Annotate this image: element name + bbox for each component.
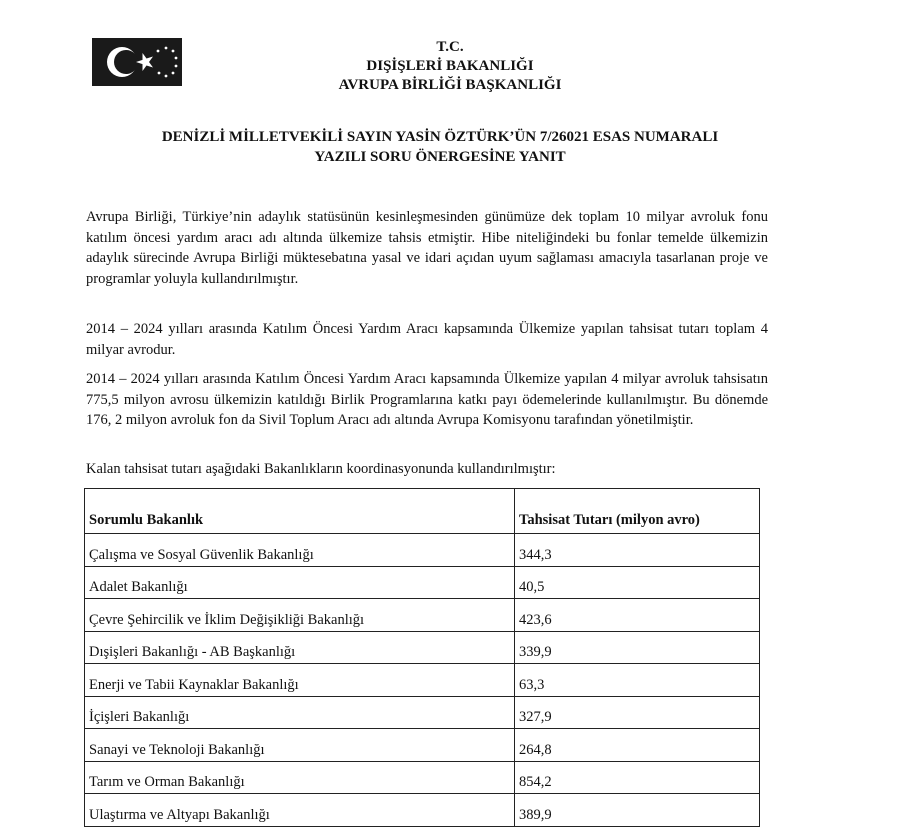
amount-cell: 423,6 [515, 599, 760, 632]
paragraph-2: 2014 – 2024 yılları arasında Katılım Öncesi Yardım Aracı kapsamında Ülkemize yapılan tahsisat tutarı toplam 4 milyar avrodur. [86, 321, 768, 358]
paragraph-3: 2014 – 2024 yılları arasında Katılım Öncesi Yardım Aracı kapsamında Ülkemize yapılan 4 milyar avroluk tahsisatın 775,5 milyon avrosu ülkemizin katıldığı Birlik Programlarına katkı payı ödemelerinde kullanılmıştır. Bu dönemde 176, 2 milyon avroluk fon da Sivil Toplum Aracı adı altında Avrupa Komisyonu tarafından yönetilmiştir. [86, 371, 768, 428]
amount-cell: 389,9 [515, 794, 760, 827]
heading-directorate: AVRUPA BİRLİĞİ BAŞKANLIĞI [338, 77, 562, 93]
table-row [85, 664, 760, 697]
table-row [85, 729, 760, 762]
amount-cell: 327,9 [515, 696, 760, 729]
letterhead [0, 0, 913, 110]
subject-line-2: YAZILI SORU ÖNERGESİNE YANIT [314, 149, 566, 165]
ministry-cell: Enerji ve Tabii Kaynaklar Bakanlığı [85, 664, 515, 697]
heading-ministry: DIŞİŞLERİ BAKANLIĞI [366, 58, 534, 74]
amount-cell: 344,3 [515, 534, 760, 567]
ministry-cell: Çalışma ve Sosyal Güvenlik Bakanlığı [85, 534, 515, 567]
table-row [85, 761, 760, 794]
ministry-cell: Ulaştırma ve Altyapı Bakanlığı [85, 794, 515, 827]
ministry-cell: Çevre Şehircilik ve İklim Değişikliği Bakanlığı [85, 599, 515, 632]
ministry-cell: Adalet Bakanlığı [85, 566, 515, 599]
header-ministry: Sorumlu Bakanlık [85, 489, 515, 534]
allocation-table [84, 488, 760, 827]
ministry-cell: Dışişleri Bakanlığı - AB Başkanlığı [85, 631, 515, 664]
table-row [85, 566, 760, 599]
paragraph-1: Avrupa Birliği, Türkiye’nin adaylık statüsünün kesinleşmesinden günümüze dek toplam 10 milyar avroluk fonu katılım öncesi yardım aracı adı altında ülkemize tahsis etmiştir. Hibe niteliğindeki bu fonlar temelde ülkemizin adaylık sürecinde Avrupa Birliği müktesebatına yasal ve idari açıdan uyum sağlaması amacıyla tasarlanan proje ve programlar yoluyla kullandırılmıştır. [86, 209, 768, 287]
heading-tc: T.C. [436, 39, 464, 55]
table-row [85, 534, 760, 567]
amount-cell: 854,2 [515, 761, 760, 794]
ministry-cell: Sanayi ve Teknoloji Bakanlığı [85, 729, 515, 762]
table-row [85, 794, 760, 827]
amount-cell: 63,3 [515, 664, 760, 697]
ministry-cell: İçişleri Bakanlığı [85, 696, 515, 729]
amount-cell: 339,9 [515, 631, 760, 664]
subject-line-1: DENİZLİ MİLLETVEKİLİ SAYIN YASİN ÖZTÜRK’ÜN 7/26021 ESAS NUMARALI [161, 129, 719, 145]
institution-heading [240, 38, 660, 95]
header-amount: Tahsisat Tutarı (milyon avro) [515, 489, 760, 534]
subject-heading [60, 127, 820, 167]
table-row [85, 631, 760, 664]
amount-cell: 264,8 [515, 729, 760, 762]
table-row [85, 696, 760, 729]
table-row [85, 599, 760, 632]
paragraph-4: Kalan tahsisat tutarı aşağıdaki Bakanlıkların koordinasyonunda kullandırılmıştır: [86, 461, 556, 477]
crescent-star-eu-logo-icon [92, 38, 182, 86]
amount-cell: 40,5 [515, 566, 760, 599]
ministry-cell: Tarım ve Orman Bakanlığı [85, 761, 515, 794]
table-header-row [85, 489, 760, 534]
